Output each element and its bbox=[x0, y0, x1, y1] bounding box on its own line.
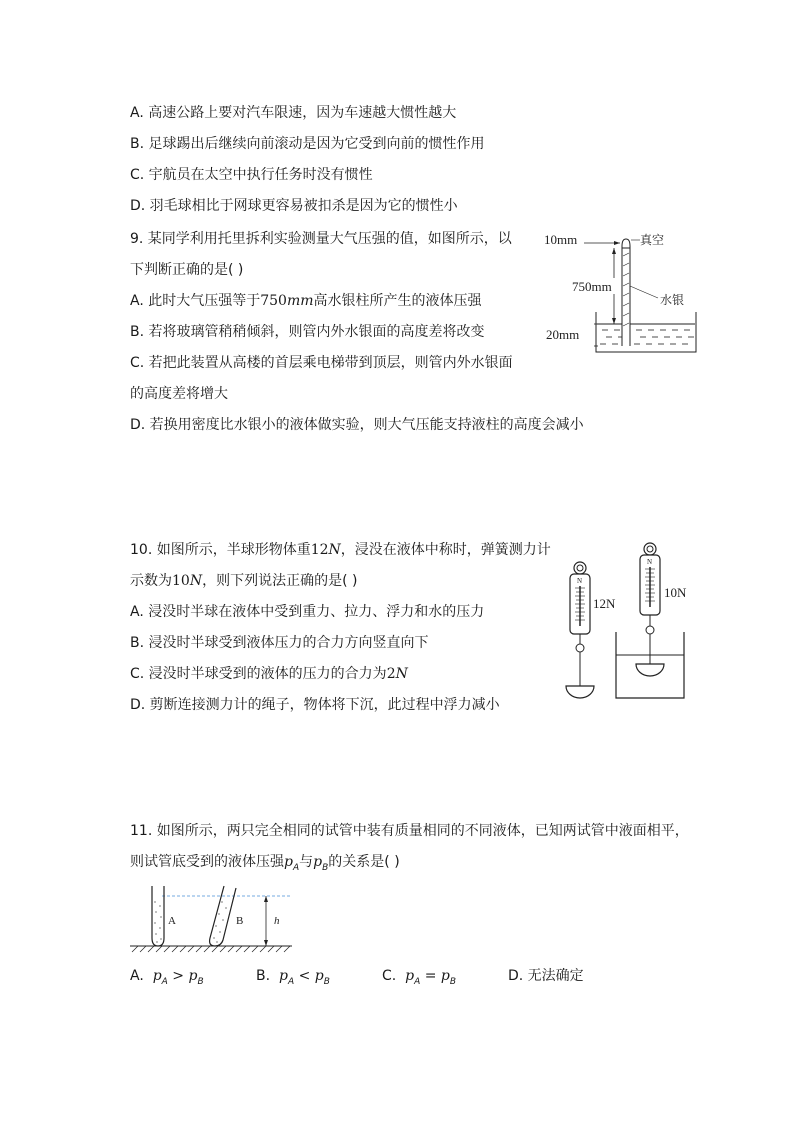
q9-option-d: D. 若换用密度比水银小的液体做实验，则大气压能支持液柱的高度会减小 bbox=[130, 417, 584, 433]
q10-option-a: A. 浸没时半球在液体中受到重力、拉力、浮力和水的压力 bbox=[130, 604, 485, 620]
label-750mm: 750mm bbox=[572, 279, 612, 294]
q10-stem-line2: 示数为10N，则下列说法正确的是( ) bbox=[130, 573, 358, 589]
label-mercury: 水银 bbox=[660, 293, 685, 307]
q8-option-c: C. 宇航员在太空中执行任务时没有惯性 bbox=[130, 167, 373, 183]
q11-option-d: D. 无法确定 bbox=[508, 968, 584, 984]
torricelli-figure bbox=[540, 226, 700, 356]
scale-letter-left: N bbox=[577, 577, 583, 585]
label-20mm: 20mm bbox=[546, 327, 580, 342]
q10-stem-line1: 10. 如图所示，半球形物体重12N，浸没在液体中称时，弹簧测力计 bbox=[130, 542, 551, 558]
label-tube-b: B bbox=[236, 915, 244, 927]
q11-option-a: A. $p_A > p_B$ bbox=[130, 968, 204, 987]
test-tubes-figure bbox=[126, 884, 296, 954]
label-vacuum: 真空 bbox=[640, 233, 665, 247]
q9-option-c-line2: 的高度差将增大 bbox=[130, 386, 228, 402]
q11-stem-line1: 11. 如图所示，两只完全相同的试管中装有质量相同的不同液体，已知两试管中液面相平， bbox=[130, 823, 689, 839]
q10-option-d: D. 剪断连接测力计的绳子，物体将下沉，此过程中浮力减小 bbox=[130, 697, 500, 713]
q9-stem-line2: 下判断正确的是( ) bbox=[130, 262, 244, 278]
q11-option-c: C. $p_A = p_B$ bbox=[382, 968, 457, 987]
q11-option-b: B. $p_A < p_B$ bbox=[256, 968, 330, 987]
q10-option-b: B. 浸没时半球受到液体压力的合力方向竖直向下 bbox=[130, 635, 429, 651]
q8-option-a: A. 高速公路上要对汽车限速，因为车速越大惯性越大 bbox=[130, 105, 457, 121]
label-tube-a: A bbox=[168, 915, 176, 927]
scale-letter-right: N bbox=[647, 558, 653, 566]
spring-scale-figure bbox=[556, 540, 696, 705]
q9-stem-line1: 9. 某同学利用托里拆利实验测量大气压强的值，如图所示，以 bbox=[130, 231, 512, 247]
label-12n: 12N bbox=[593, 596, 616, 611]
label-h: h bbox=[274, 915, 280, 927]
q9-option-c-line1: C. 若把此装置从高楼的首层乘电梯带到顶层，则管内外水银面 bbox=[130, 355, 513, 371]
label-10mm: 10mm bbox=[544, 232, 578, 247]
label-10n: 10N bbox=[664, 585, 687, 600]
q8-option-d: D. 羽毛球相比于网球更容易被扣杀是因为它的惯性小 bbox=[130, 198, 458, 214]
q9-option-b: B. 若将玻璃管稍稍倾斜，则管内外水银面的高度差将改变 bbox=[130, 324, 485, 340]
q9-option-a: A. 此时大气压强等于750mm高水银柱所产生的液体压强 bbox=[130, 293, 482, 309]
q10-option-c: C. 浸没时半球受到的液体的压力的合力为2N bbox=[130, 666, 408, 682]
q8-option-b: B. 足球踢出后继续向前滚动是因为它受到向前的惯性作用 bbox=[130, 136, 485, 152]
q11-stem-line2: 则试管底受到的液体压强$p_A$与$p_B$的关系是( ) bbox=[130, 854, 400, 873]
